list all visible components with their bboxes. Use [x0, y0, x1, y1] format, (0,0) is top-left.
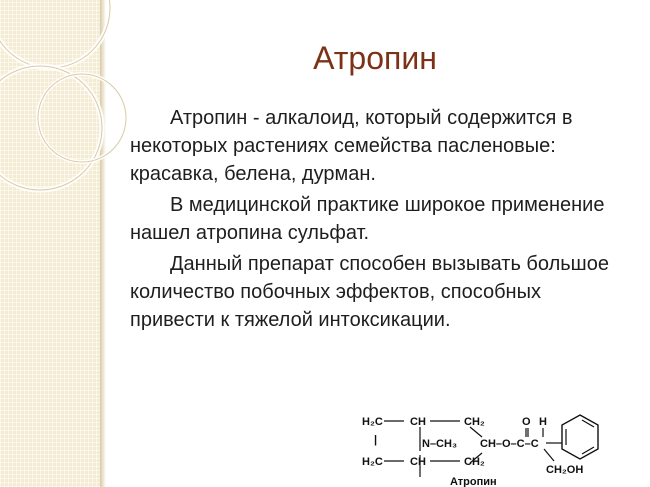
benzene-ring [562, 415, 598, 459]
formula-ch2-top: CH₂ [464, 416, 485, 428]
slide-title: Атропин [313, 40, 437, 76]
formula-h-top: H [539, 416, 547, 428]
deco-circle-small-edge [38, 74, 126, 162]
deco-circle-top-edge [0, 0, 110, 68]
atropine-structural-formula [350, 403, 650, 487]
slide-body [130, 104, 630, 337]
formula-ch-bottom: CH [410, 456, 426, 468]
formula-o-top: O [522, 416, 531, 428]
formula-ch2-bottom: CH₂ [464, 456, 485, 468]
formula-nch3: N–CH₃ [422, 438, 458, 450]
paragraph-1: Атропин - алкалоид, который содержится в некоторых растениях семейства пасленовые: красавка, белена, дурман. [130, 107, 573, 185]
formula-ch2oh: CH₂OH [546, 464, 584, 476]
formula-bar: | [374, 434, 378, 446]
paragraph-3: Данный препарат способен вызывать большое количество побочных эффектов, способных привести к тяжелой интоксикации. [130, 253, 609, 331]
formula-ch-top: CH [410, 416, 426, 428]
paragraph-2: В медицинской практике широкое применение нашел атропина сульфат. [130, 194, 605, 244]
formula-h2c-bottom: H₂C [362, 456, 383, 468]
formula-caption: Атропин [450, 476, 497, 487]
bond-diag-top [470, 427, 482, 437]
formula-ch-ester: CH–O–C–C [480, 438, 539, 450]
formula-h2c-top: H₂C [362, 416, 383, 428]
bond-ch2oh [544, 449, 554, 461]
